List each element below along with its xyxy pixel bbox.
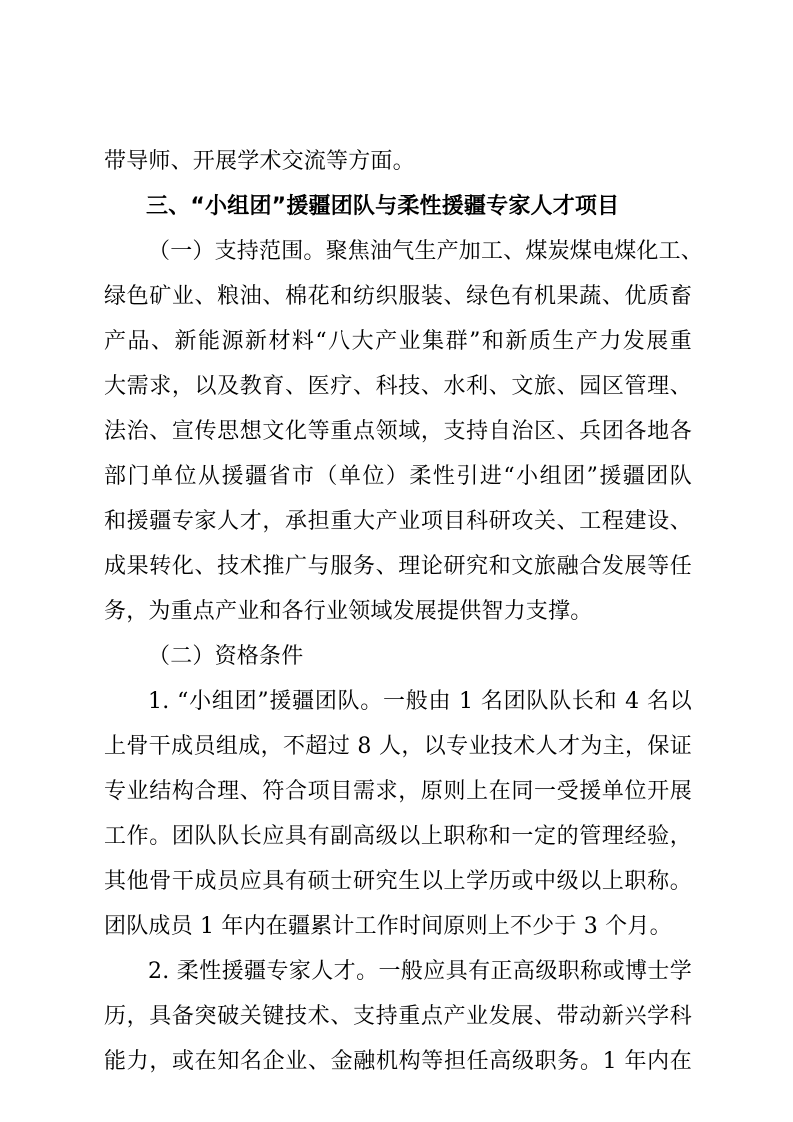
body-text-line: 其他骨干成员应具有硕士研究生以上学历或中级以上职称。 — [104, 869, 692, 894]
subsection-heading: （二）资格条件 — [148, 644, 304, 669]
body-text-line: 法治、宣传思想文化等重点领域，支持自治区、兵团各地各 — [104, 419, 692, 444]
body-text-line: 成果转化、技术推广与服务、理论研究和文旅融合发展等任 — [104, 554, 692, 579]
body-text-line: 部门单位从援疆省市（单位）柔性引进“小组团”援疆团队 — [104, 464, 692, 489]
body-text-line: 团队成员 1 年内在疆累计工作时间原则上不少于 3 个月。 — [104, 914, 672, 939]
body-text-line: 专业结构合理、符合项目需求，原则上在同一受援单位开展 — [104, 779, 692, 804]
paragraph-continuation-line: 带导师、开展学术交流等方面。 — [104, 149, 415, 174]
item-2-line: 2. 柔性援疆专家人才。一般应具有正高级职称或博士学 — [148, 959, 692, 984]
body-text-line: 务，为重点产业和各行业领域发展提供智力支撑。 — [104, 599, 593, 624]
body-text-line: 绿色矿业、粮油、棉花和纺织服装、绿色有机果蔬、优质畜 — [104, 284, 692, 309]
body-text-line: 工作。团队队长应具有副高级以上职称和一定的管理经验， — [104, 824, 692, 849]
body-text-line: 产品、新能源新材料“八大产业集群”和新质生产力发展重 — [104, 329, 692, 354]
body-text-line: 大需求，以及教育、医疗、科技、水利、文旅、园区管理、 — [104, 374, 692, 399]
body-text-line: 历，具备突破关键技术、支持重点产业发展、带动新兴学科 — [104, 1004, 692, 1029]
item-1-line: 1. “小组团”援疆团队。一般由 1 名团队队长和 4 名以 — [148, 689, 692, 714]
section-heading: 三、“小组团”援疆团队与柔性援疆专家人才项目 — [146, 194, 620, 219]
body-text-line: 上骨干成员组成，不超过 8 人，以专业技术人才为主，保证 — [104, 734, 692, 759]
body-text-line: 和援疆专家人才，承担重大产业项目科研攻关、工程建设、 — [104, 509, 692, 534]
body-text-line: 能力，或在知名企业、金融机构等担任高级职务。1 年内在 — [104, 1049, 692, 1074]
subsection-scope-line: （一）支持范围。聚焦油气生产加工、煤炭煤电煤化工、 — [148, 239, 704, 264]
